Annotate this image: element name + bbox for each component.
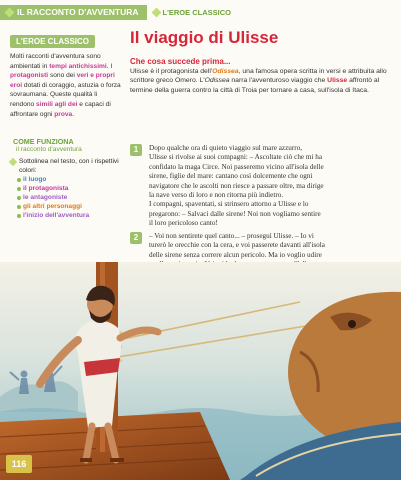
- section-label: IL RACCONTO D'AVVENTURA: [17, 7, 139, 17]
- subsection-label: L'EROE CLASSICO: [162, 7, 231, 17]
- intro-text-segment: Ulisse: [327, 77, 348, 85]
- sidebar-text-segment: simili agli dei: [36, 100, 78, 108]
- paragraph-line: Dopo qualche ora di quieto viaggio sul mare azzurro,: [149, 144, 303, 152]
- instruction-item-label: l'inizio dell'avventura: [23, 212, 90, 220]
- intro-text-segment: narra l'avventuroso viaggio che: [229, 77, 328, 85]
- subsection-tag: [153, 8, 231, 17]
- section-header: [0, 0, 401, 24]
- come-funziona-heading: COME FUNZIONA: [13, 137, 74, 147]
- paragraph-line: turerò le orecchie con la cera, e voi passerete davanti all'isola: [149, 241, 325, 250]
- sidebar-text-segment: veri e propri eroi: [10, 72, 115, 89]
- come-funziona-subtitle: il racconto d'avventura: [16, 146, 82, 154]
- intro-text: [130, 67, 395, 95]
- instruction-item-label: il luogo: [23, 176, 47, 184]
- diamond-icon: [5, 7, 15, 17]
- intro-text-segment: Odissea: [212, 68, 239, 75]
- instruction-item: [10, 193, 122, 202]
- bullet-icon: [17, 187, 21, 191]
- come-funziona-title: [10, 137, 122, 146]
- bullet-icon: [17, 196, 21, 200]
- sidebar-box-title: L'EROE CLASSICO: [10, 35, 95, 48]
- intro-text-segment: Odissea: [204, 77, 230, 85]
- sidebar-text-segment: protagonisti: [10, 72, 49, 80]
- bullet-icon: [17, 178, 21, 182]
- paragraph-number: 1: [130, 144, 142, 156]
- intro-text-segment: affrontò al termine della guerra contro la città di Troia per tornare a casa, sull'isola di Itaca.: [130, 77, 380, 94]
- paragraph-line: sirene, figlie del mare: cantano così dolcemente che ogni: [149, 172, 313, 181]
- sidebar-box-text: [10, 52, 122, 119]
- paragraph-line: il loro pericoloso canto!: [149, 219, 218, 228]
- diamond-icon: [151, 7, 161, 17]
- intro-text-segment: Ulisse è il protagonista dell': [130, 68, 213, 75]
- section-tag: [0, 5, 147, 20]
- paragraph-line: navigatore che le ascolti non riesce a passare oltre, ma dirige: [149, 181, 324, 190]
- paragraph-number: 2: [130, 232, 142, 244]
- main-column: [130, 27, 395, 95]
- page-number: 116: [6, 455, 32, 473]
- sidebar-text-segment: tempi antichissimi: [49, 62, 107, 70]
- bullet-icon: [17, 205, 21, 209]
- intro-subhead: Che cosa succede prima...: [130, 57, 231, 66]
- instruction-item: [10, 184, 122, 193]
- instructions-list: [10, 157, 122, 220]
- instruction-item: [10, 211, 122, 220]
- paragraph-line: delle sirene senza correre alcun pericolo. Ma io voglio udire: [149, 250, 322, 259]
- instruction-item-label: il protagonista: [23, 185, 69, 193]
- paragraph-line: la nave verso di loro e non ritorna più indietro.: [149, 191, 284, 200]
- sidebar-text-segment: Molti racconti d'avventura sono ambientati in: [10, 53, 101, 70]
- instructions-intro: [10, 157, 122, 175]
- sidebar-text-segment: e capaci di affrontare ogni: [10, 100, 111, 118]
- story-paragraph-1: [130, 144, 395, 229]
- paragraph-line: Ulisse si rivolse ai suoi compagni: – Ascoltate ciò che mi ha: [149, 153, 323, 162]
- diamond-icon: [9, 158, 17, 166]
- bullet-icon: [17, 214, 21, 218]
- paragraph-line: I compagni, spaventati, si strinsero attorno a Ulisse e lo: [149, 200, 309, 209]
- sidebar-text-segment: sono dei: [48, 72, 77, 80]
- paragraph-lines: [149, 144, 395, 229]
- paragraph-line: pregarono: – Salvaci dalle sirene! Noi non vogliamo sentire: [149, 209, 321, 218]
- paragraph-line: confidato la maga Circe. Noi passeremo vicino all'isola delle: [149, 162, 324, 171]
- instruction-item-label: le antagoniste: [23, 194, 68, 202]
- instruction-item: [10, 175, 122, 184]
- page-title: Il viaggio di Ulisse: [130, 28, 279, 47]
- paragraph-line: – Voi non sentirete quel canto... – proseguì Ulisse. – Io vi: [149, 232, 314, 240]
- instruction-item: [10, 202, 122, 211]
- sidebar-text-segment: dotati di coraggio, astuzia o forza sovraumana. Queste qualità li rendono: [10, 81, 121, 108]
- sidebar-text-segment: .: [72, 110, 75, 118]
- intro-text-segment: , una famosa opera scritta in versi e attribuita allo scrittore greco Omero. L': [130, 68, 387, 85]
- instructions-items: [10, 175, 122, 220]
- instruction-item-label: gli altri personaggi: [23, 203, 82, 211]
- sidebar-text-segment: prova: [54, 110, 73, 118]
- sidebar-text-segment: . I: [106, 62, 113, 70]
- ulysses-illustration: [0, 262, 401, 480]
- instructions-intro-text: Sottolinea nel testo, con i rispettivi colori:: [19, 158, 119, 175]
